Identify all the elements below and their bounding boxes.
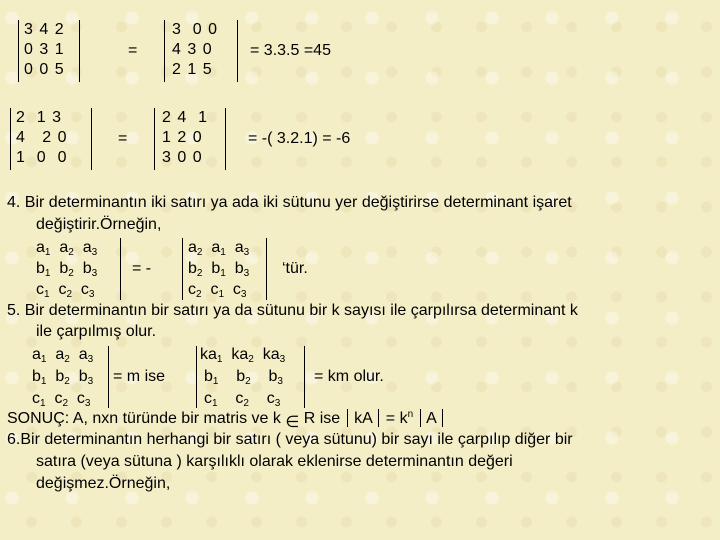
determinant-bar (196, 346, 197, 408)
det-row: $a_1$ $a_2$ $a_3$ (32, 346, 94, 365)
determinant-bar (182, 238, 183, 300)
matrix-row: 0 3 1 (24, 41, 65, 58)
det-row: $c_2$ $c_1$ $c_3$ (188, 281, 247, 300)
det-row: $c_1$ $c_2$ $c_3$ (204, 390, 281, 409)
det-row: $a_2$ $a_1$ $a_3$ (188, 239, 250, 258)
determinant-bar (266, 238, 267, 300)
element-of-icon: ∈ (285, 414, 300, 431)
determinant-bar (304, 346, 305, 408)
sonuc-prefix: SONUÇ: A, nxn türünde bir matris ve k (7, 410, 281, 427)
rule-4-relation: = - (132, 260, 152, 277)
det-row: $b_1$ $b_2$ $b_3$ (36, 260, 98, 279)
abs-bar (442, 409, 443, 427)
abs-bar (347, 409, 348, 427)
sonuc-kA: kA (354, 410, 372, 427)
matrix-row: 2 1 5 (172, 61, 213, 78)
rule-4-suffix: ‘tür. (282, 260, 308, 277)
matrix-row: 1 0 0 (16, 149, 68, 166)
result-text: = -( 3.2.1) = -6 (248, 130, 351, 147)
rule-6-line-1: 6.Bir determinantın herhangi bir satırı ( veya sütunu) bir sayı ile çarpılıp diğer bir (7, 431, 573, 448)
determinant-bar (108, 346, 109, 408)
rule-5-line-2: ile çarpılmış olur. (36, 323, 157, 340)
matrix-row: 0 0 5 (24, 61, 65, 78)
sonuc-exponent: n (407, 409, 414, 420)
matrix-row: 4 3 0 (172, 41, 213, 58)
rule-4-line-2: değiştirir.Örneğin, (36, 216, 162, 233)
equals-sign: = (128, 42, 138, 59)
sonuc-A: A (426, 410, 436, 427)
matrix-row: 3 0 0 (162, 149, 203, 166)
det-row: $b_1$ $b_2$ $b_3$ (32, 368, 94, 387)
sonuc-middle: R ise (303, 410, 341, 427)
det-row: $c_1$ $c_2$ $c_3$ (36, 281, 95, 300)
matrix-row: 3 4 2 (24, 21, 65, 38)
rule-5-suffix: = km olur. (314, 368, 384, 385)
abs-bar (378, 409, 379, 427)
matrix-row: 2 1 3 (16, 109, 63, 126)
matrix-row: 3 0 0 (172, 21, 219, 38)
result-text: = 3.3.5 =45 (250, 42, 331, 59)
det-row: $ka_1$ $ka_2$ $ka_3$ (200, 346, 286, 365)
rule-5-relation: = m ise (113, 368, 166, 385)
det-row: $b_2$ $b_1$ $b_3$ (188, 260, 250, 279)
rule-6-line-2: satıra (veya sütuna ) karşılıklı olarak eklenirse determinantın değeri (36, 453, 513, 470)
det-row: $b_1$ $b_2$ $b_3$ (204, 368, 283, 387)
sonuc-line (7, 408, 445, 430)
det-row: $c_1$ $c_2$ $c_3$ (32, 390, 91, 409)
rule-6-line-3: değişmez.Örneğin, (36, 475, 171, 492)
matrix-row: 2 4 1 (162, 109, 209, 126)
matrix-row: 1 2 0 (162, 129, 203, 146)
equals-sign: = (118, 130, 128, 147)
determinant-bar (120, 238, 121, 300)
det-row: $a_1$ $a_2$ $a_3$ (36, 239, 98, 258)
rule-4-line-1: 4. Bir determinantın iki satırı ya ada iki sütunu yer değiştirirse determinant işaret (7, 194, 572, 211)
abs-bar (420, 409, 421, 427)
rule-5-line-1: 5. Bir determinantın bir satırı ya da sütunu bir k sayısı ile çarpılırsa determinant k (7, 302, 578, 319)
matrix-row: 4 2 0 (16, 129, 68, 146)
sonuc-eq: = k (385, 410, 408, 427)
